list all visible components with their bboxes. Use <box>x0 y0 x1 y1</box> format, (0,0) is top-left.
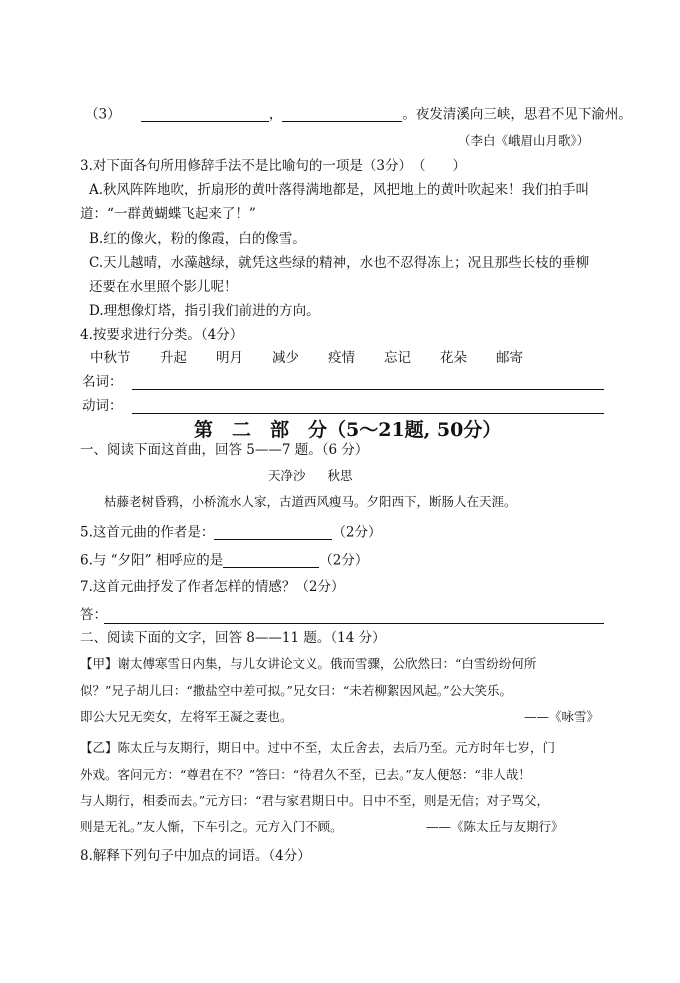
q5-blank[interactable] <box>214 525 332 540</box>
q4-noun-answer-line[interactable] <box>132 389 604 390</box>
q5-points: （2分） <box>332 524 382 541</box>
q7-answer-line[interactable] <box>104 623 604 624</box>
q3-option-a-line1: A.秋风阵阵地吹，折扇形的黄叶落得满地都是，风把地上的黄叶吹起来！我们拍手叫 <box>89 182 590 198</box>
q4-word: 花朵 <box>440 350 467 366</box>
q6-line <box>80 553 368 568</box>
q1-3-blank-2[interactable] <box>282 107 402 122</box>
yi-source: ——《陈太丘与友期行》 <box>426 819 564 834</box>
q6-blank[interactable] <box>223 553 319 568</box>
q1-3-line <box>85 107 632 122</box>
q3-option-c-line2: 还要在水里照个影儿呢！ <box>89 279 238 295</box>
yi-line-3: 与人期行，相委而去。”元方曰：“君与家君期日中。日中不至，则是无信；对子骂父， <box>80 793 550 808</box>
q1-3-blank-1[interactable] <box>141 107 269 122</box>
q1-3-number: （3） <box>85 106 121 123</box>
q4-word: 升起 <box>160 350 187 366</box>
sec1-stem: 一、阅读下面这首曲，回答 5——7 题。（6 分） <box>80 442 369 458</box>
jia-line-3: 即公大兄无奕女，左将军王凝之妻也。 <box>80 709 293 724</box>
q3-stem: 3.对下面各句所用修辞手法不是比喻句的一项是（3分） （ ） <box>80 158 466 174</box>
q1-3-comma: ， <box>268 106 283 123</box>
q4-word: 明月 <box>216 350 243 366</box>
q4-word: 邮寄 <box>496 350 523 366</box>
q5-text: 5.这首元曲的作者是： <box>80 524 215 541</box>
q3-option-c-line1: C.天儿越晴，水藻越绿，就凭这些绿的精神，水也不忍得冻上；况且那些长枝的垂柳 <box>89 255 590 271</box>
poem-title <box>268 470 353 483</box>
jia-line-1: 【甲】谢太傅寒雪日内集，与儿女讲论文义。俄而雪骤，公欣然曰：“白雪纷纷何所 <box>80 656 537 671</box>
yi-line-1: 【乙】陈太丘与友期行，期日中。过中不至，太丘舍去，去后乃至。元方时年七岁，门 <box>80 740 556 755</box>
q4-word: 减少 <box>272 350 299 366</box>
sec2-stem: 二、阅读下面的文字，回答 8——11 题。（14 分） <box>80 630 386 646</box>
q7-stem: 7.这首元曲抒发了作者怎样的情感？（2分） <box>80 579 345 595</box>
q8-stem: 8.解释下列句子中加点的词语。（4分） <box>80 848 311 864</box>
q6-text: 6.与 “夕阳” 相呼应的是 <box>80 552 224 569</box>
poem-author: 秋思 <box>327 468 353 483</box>
q3-option-b: B.红的像火，粉的像霞，白的像雪。 <box>89 231 306 247</box>
q3-option-a-line2: 道：“一群黄蝴蝶飞起来了！” <box>80 206 256 222</box>
part2-title: 第 二 部 分（5～21题, 50分） <box>194 419 502 441</box>
q4-stem: 4.按要求进行分类。（4分） <box>80 327 244 343</box>
q4-word-list <box>90 352 552 366</box>
poem-body: 枯藤老树昏鸦，小桥流水人家，古道西风瘦马。夕阳西下，断肠人在天涯。 <box>104 494 517 509</box>
yi-line-4: 则是无礼。”友人惭，下车引之。元方入门不顾。 <box>80 819 343 834</box>
q4-word: 中秋节 <box>90 350 131 366</box>
jia-source: ——《咏雪》 <box>524 709 600 724</box>
q1-3-tail: 。夜发清溪向三峡，思君不见下渝州。 <box>402 106 632 123</box>
q6-points: （2分） <box>319 552 369 569</box>
q3-option-d: D.理想像灯塔，指引我们前进的方向。 <box>89 303 320 319</box>
q4-noun-label: 名词： <box>82 374 123 390</box>
q4-verb-label: 动词： <box>82 398 123 414</box>
q5-line <box>80 525 381 540</box>
q1-3-source: （李白《峨眉山月歌》） <box>458 133 590 148</box>
poem-title-text: 天净沙 <box>268 468 306 483</box>
q4-word: 疫情 <box>328 350 355 366</box>
q4-word: 忘记 <box>384 350 411 366</box>
q7-answer-label: 答： <box>80 607 107 623</box>
yi-line-2: 外戏。客问元方：“尊君在不？”答曰：“待君久不至，已去。”友人便怒：“非人哉！ <box>80 767 531 782</box>
jia-line-2: 似？”兄子胡儿曰：“撒盐空中差可拟。”兄女曰：“未若柳絮因风起。”公大笑乐。 <box>80 683 512 698</box>
q4-verb-answer-line[interactable] <box>132 413 604 414</box>
